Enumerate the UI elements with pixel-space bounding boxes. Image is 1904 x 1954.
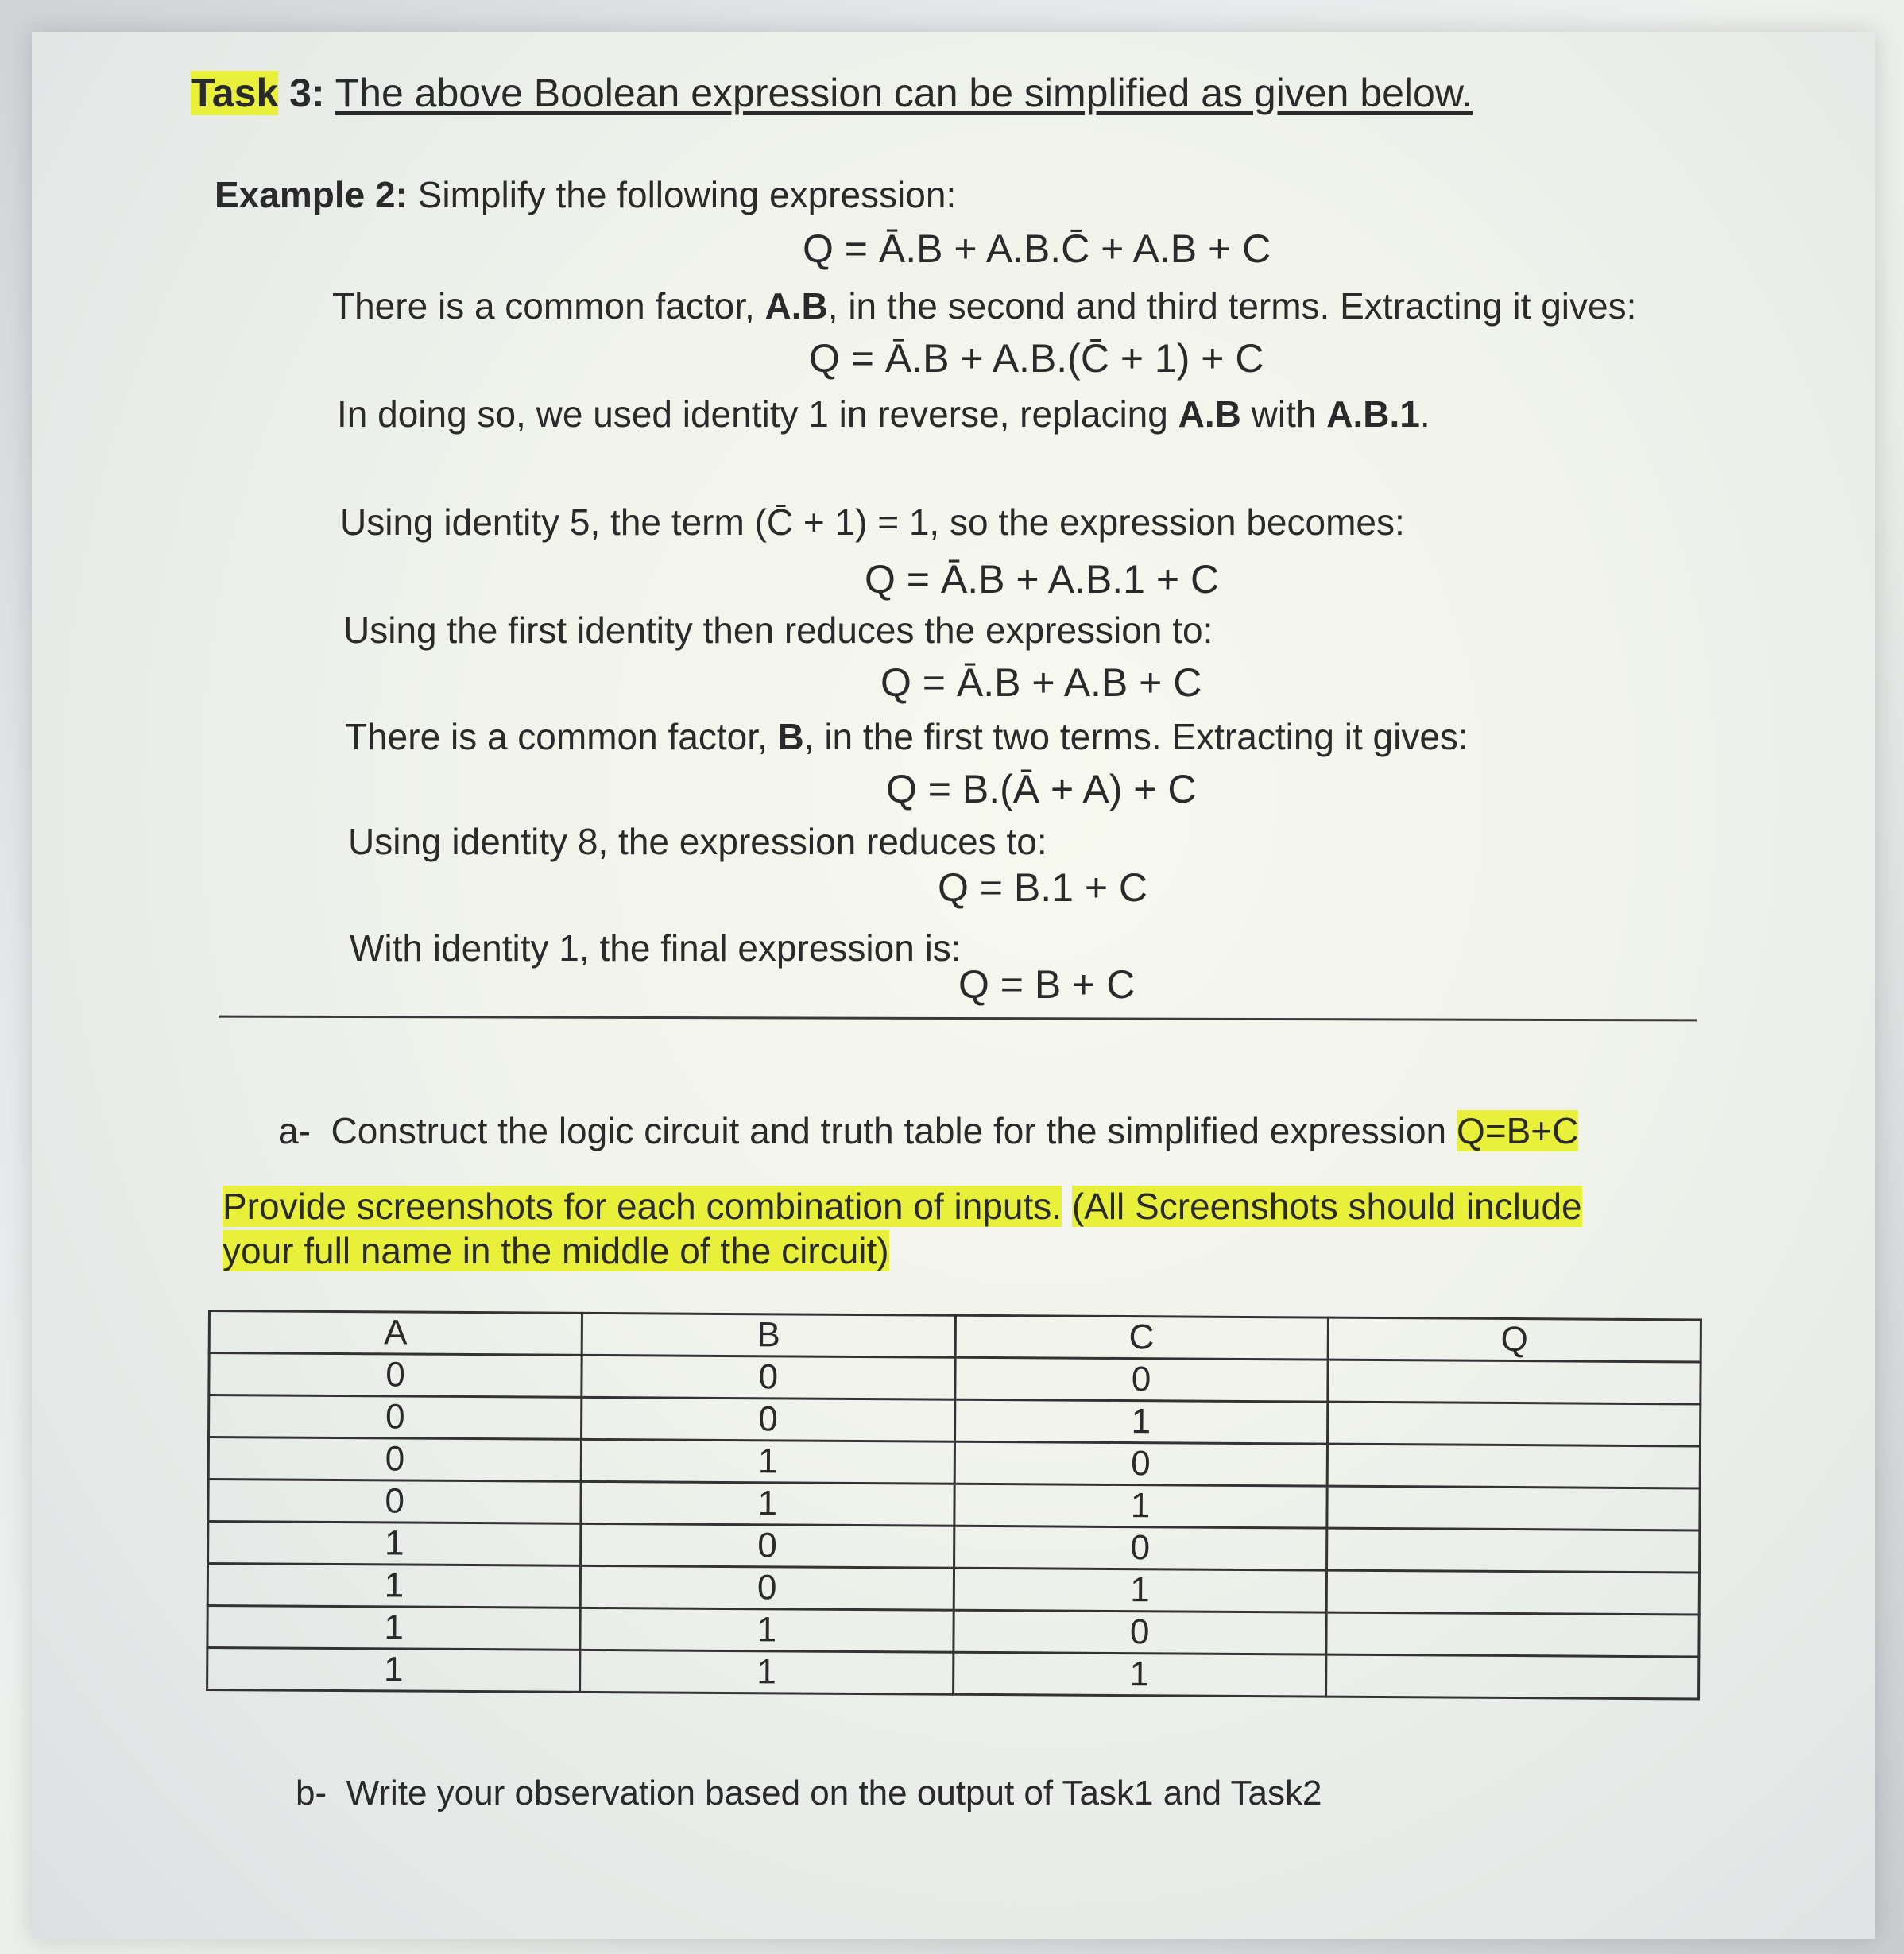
explanation-line-4: Using the first identity then reduces the expression to: [343, 609, 1213, 651]
example-label: Example 2: [215, 174, 408, 215]
truth-table [206, 1310, 1702, 1700]
l2c: with [1240, 393, 1327, 435]
cell-q[interactable] [1327, 1444, 1701, 1488]
table-row [207, 1648, 1699, 1699]
header-q: Q [1328, 1317, 1701, 1362]
cell-a: 0 [208, 1480, 582, 1524]
cell-q[interactable] [1327, 1486, 1701, 1530]
explanation-line-1 [332, 284, 1636, 327]
equation-4: Q = Ā.B + A.B + C [880, 660, 1202, 705]
task-label: Task [191, 71, 279, 115]
cell-b: 1 [581, 1481, 954, 1526]
cell-a: 1 [207, 1648, 581, 1693]
cell-c: 0 [954, 1526, 1327, 1570]
example-heading [215, 173, 956, 216]
equation-3: Q = Ā.B + A.B.1 + C [865, 557, 1220, 602]
l2b: A.B [1178, 393, 1241, 435]
task-heading [191, 70, 1473, 116]
cell-a: 0 [208, 1437, 582, 1482]
l1b: A.B [764, 285, 828, 327]
l2e: . [1419, 393, 1430, 435]
task-number: 3: [289, 71, 325, 115]
explanation-line-2 [337, 393, 1430, 435]
explanation-line-6: Using identity 8, the expression reduces to: [348, 821, 1047, 862]
cell-b: 0 [580, 1565, 954, 1610]
part-a-instruction [278, 1109, 1578, 1152]
cell-q[interactable] [1326, 1612, 1700, 1657]
equation-2: Q = Ā.B + A.B.(C̄ + 1) + C [809, 336, 1264, 381]
cell-q[interactable] [1327, 1402, 1701, 1446]
task-text: The above Boolean expression can be simplified as given below. [335, 71, 1473, 115]
header-b: B [582, 1313, 955, 1357]
part-a-text: Construct the logic circuit and truth table for the simplified expression [331, 1110, 1457, 1151]
equation-1: Q = Ā.B + A.B.C̄ + A.B + C [803, 226, 1271, 271]
cell-c: 1 [953, 1652, 1326, 1697]
cell-c: 0 [954, 1441, 1328, 1486]
l5b: B [777, 716, 804, 757]
part-b-text: Write your observation based on the output of Task1 and Task2 [346, 1774, 1322, 1813]
equation-7: Q = B + C [958, 962, 1136, 1007]
provide-text: Provide screenshots for each combination of inputs. [223, 1186, 1062, 1227]
l2a: In doing so, we used identity 1 in reverse, replacing [337, 393, 1178, 435]
cell-c: 1 [954, 1568, 1327, 1612]
header-c: C [955, 1315, 1329, 1360]
cell-c: 1 [954, 1484, 1327, 1528]
explanation-line-3: Using identity 5, the term (C̄ + 1) = 1, so the expression becomes: [340, 501, 1405, 543]
cell-c: 1 [954, 1399, 1328, 1444]
equation-5: Q = B.(Ā + A) + C [886, 767, 1197, 811]
l1c: , in the second and third terms. Extracting it gives: [827, 285, 1637, 327]
part-b-marker: b- [296, 1774, 327, 1813]
cell-a: 0 [209, 1353, 582, 1398]
note-line-2: your full name in the middle of the circuit) [223, 1230, 889, 1271]
l5a: There is a common factor, [345, 716, 778, 757]
cell-b: 0 [582, 1355, 955, 1399]
cell-b: 1 [581, 1439, 954, 1484]
cell-c: 0 [953, 1610, 1326, 1654]
cell-q[interactable] [1326, 1570, 1700, 1615]
header-a: A [209, 1311, 582, 1356]
part-a-expression: Q=B+C [1456, 1110, 1579, 1151]
part-a-marker: a- [278, 1110, 311, 1151]
cell-a: 1 [207, 1606, 581, 1650]
example-text: Simplify the following expression: [407, 174, 957, 215]
cell-b: 0 [581, 1523, 954, 1568]
l1a: There is a common factor, [332, 285, 765, 327]
cell-a: 1 [208, 1522, 582, 1566]
cell-q[interactable] [1328, 1360, 1701, 1404]
cell-a: 1 [207, 1564, 581, 1608]
l5c: , in the first two terms. Extracting it gives: [803, 716, 1469, 757]
equation-6: Q = B.1 + C [938, 865, 1148, 910]
cell-q[interactable] [1326, 1528, 1700, 1573]
cell-c: 0 [954, 1357, 1328, 1402]
cell-a: 0 [209, 1395, 582, 1440]
explanation-line-7: With identity 1, the final expression is: [350, 927, 962, 969]
cell-b: 1 [580, 1608, 954, 1652]
note-line-1: (All Screenshots should include [1071, 1186, 1582, 1227]
explanation-line-5 [345, 715, 1469, 758]
cell-b: 0 [582, 1397, 955, 1441]
part-b-instruction [296, 1774, 1322, 1813]
screenshot-instruction [223, 1184, 1582, 1273]
cell-q[interactable] [1325, 1654, 1699, 1699]
cell-b: 1 [580, 1650, 954, 1694]
l2d: A.B.1 [1326, 393, 1420, 435]
